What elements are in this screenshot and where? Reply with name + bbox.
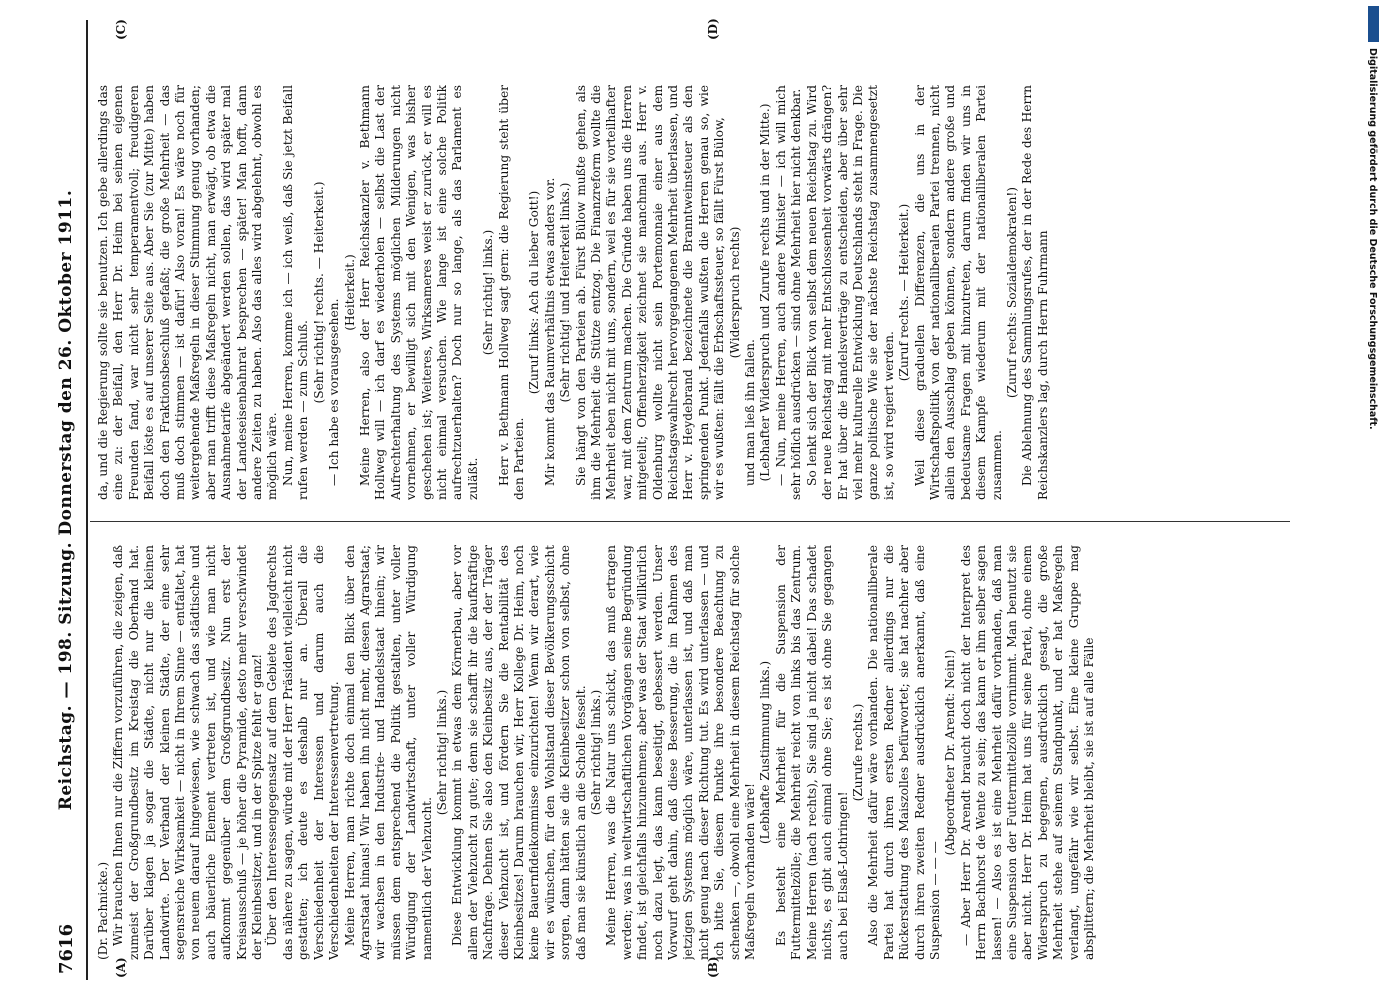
interjection: (Zuruf rechts. — Heiterkeit.) [897, 203, 912, 382]
paragraph: Diese Entwicklung kommt in etwas dem Körnerbau, aber vor allem der Viehzucht zu gute; denn sie schafft ihr die kaufkräftige Nachfrage. Dehnen Sie also den Kleinbesitz aus, der der Träger dieser Viehzucht ist, und fördern Sie die Rentabilität des Kleinbesitzes! Darum brauchen wir, Herr Kollege Dr. Heim, noch keine Bauernfideikommisse einzurichten! Wenn wir derart, wie wir es wünschen, für den Wohlstand dieser Bevölkerungsschicht sorgen, dann hätten sie die Kleinbesitzer schon von selbst, ohne daß man sie künstlich an die Scholle fesselt. [450, 545, 588, 960]
paragraph: Herr v. Bethmann Hollweg sagt gern: die Regierung steht über den Parteien. [496, 85, 526, 500]
page-number: 7616 [56, 923, 77, 974]
margin-mark-a: (A) [114, 957, 128, 978]
paragraph: da, und die Regierung sollte sie benutzen. Ich gebe allerdings das eine zu: der Beifall, den Herr Dr. Heim bei seinen eigenen Freunden fand, war nicht sehr temperamentvoll; freudigeren Beifall löste es auf unserer Seite aus. Aber Sie (zur Mitte) haben doch den Fraktionsbeschluß gefaßt; die große Mehrheit — das muß doch stimmen — ist dafür! Also voran! Es wäre noch für weitergehende Maßregeln in dieser Stimmung genug vorhanden; aber man trifft diese Maßregeln nicht, man erwägt, ob etwa die Ausnahmetarife abgeändert werden sollen, das wird später mal der Landeseisenbahnrat besprechen — später! Man hofft, dann andere Zeiten zu haben. Also das alles wird abgelehnt, obwohl es möglich wäre. [96, 85, 280, 500]
page-title: Reichstag. — 198. Sitzung. Donnerstag den 26. Oktober 1911. [56, 189, 76, 811]
interjection: (Abgeordneter Dr. Arendt: Nein!) [943, 649, 958, 856]
paragraph: Meine Herren, was die Natur uns schickt, das muß ertragen werden; was in weltwirtschaftlichen Vorgängen seine Begründung findet, ist gleichfalls hinzunehmen; aber was der Staat willkürlich noch dazu legt, das kann beseitigt, gebessert werden. Unser Vorwurf geht dahin, daß diese Besserung, die im Rahmen des jetzigen Systems möglich wäre, unterlassen ist, und daß man nicht genug nach dieser Richtung tut. Es wird unterlassen — und ich bitte Sie, diesem Punkte ihre besondere Beachtung zu schenken —, obwohl eine Mehrheit in diesem Reichstag für solche Maßregeln vorhanden wäre! [604, 545, 758, 960]
paragraph: So lenkt sich der Blick von selbst dem neuen Reichstag zu. Wird der neue Reichstag mit mehr Entschlossenheit vorwärts drängen? Er hat über die Handelsverträge zu entscheiden, aber über sehr viel mehr kulturelle Entwicklung Deutschlands steht in Frage. Die ganze politische Wie sie der nächste Reichstag zusammengesetzt ist, so wird regiert werden. [804, 85, 896, 500]
paragraph: — Nun, meine Herren, auch andere Minister — ich will mich sehr höflich ausdrücken — sind ohne Mehrheit hier nicht denkbar. [773, 85, 804, 500]
digitization-credit [1365, 48, 1381, 768]
margin-mark-d: (D) [706, 18, 720, 40]
header-rule [86, 20, 88, 980]
paragraph: Also die Mehrheit dafür wäre vorhanden. Die nationalliberale Partei hat durch ihren ersten Redner allerdings nur die Rückerstattung des Maiszolles befürwortet; sie hat nachher aber durch ihren zweiten Redner ausdrücklich anerkannt, daß eine Suspension — — — [866, 545, 942, 960]
interjection: (Zuruf rechts: Sozialdemokraten!) [1004, 186, 1019, 399]
paragraph: Wir brauchen Ihnen nur die Ziffern vorzuführen, die zeigen, daß zumeist der Großgrundbesitz im Kreistag die Oberhand hat. Darüber klagen ja sogar die Städte, nicht nur die kleinen Landwirte. Der Verband der kleinen Städte, der eine sehr segensreiche Wirksamkeit — nicht in Ihrem Sinne — entfaltet, hat von neuem darauf hingewiesen, wie schwach das städtische und auch bäuerliche Element vertreten ist, und wie man nicht aufkommt gegenüber dem Großgrundbesitz. Nun erst der Kreisausschuß — je höher die Pyramide, desto mehr verschwindet der Kleinbesitzer, und in der Spitze fehlt er ganz! [111, 545, 265, 960]
interjection: (Zuruf links: Ach du lieber Gott!) [527, 190, 542, 395]
interjection: (Sehr richtig! links.) [481, 229, 496, 356]
paragraph: Über den Interessengegensatz auf dem Gebiete des Jagdrechts das nähere zu sagen, würde mit der Herr Präsident vielleicht nicht gestatten; ich deute es deshalb nur an. Überall die Verschiedenheit der Interessen und darum auch die Verschiedenheiten der Interessenvertretung. [265, 545, 342, 960]
interjection: (Sehr richtig! und Heiterkeit links.) [558, 182, 573, 403]
paragraph: Meine Herren, man richte doch einmal den Blick über den Agrarstaat hinaus! Wir haben ihn nicht mehr, diesen Agrarstaat; wir wachsen in den Industrie- und Handelsstaat hinein; wir müssen dem entsprechend die Politik gestalten, unter voller Würdigung der Landwirtschaft, unter voller Würdigung namentlich der Viehzucht. [342, 545, 434, 960]
interjection: (Lebhafter Widerspruch und Zurufe rechts und in der Mitte.) [758, 103, 773, 482]
paragraph: und man ließ ihn fallen. [743, 339, 758, 486]
credit-text: Digitalisierung gefördert durch die Deutsche Forschungsgemeinschaft. [1367, 48, 1378, 430]
interjection: (Sehr richtig! links.) [434, 689, 449, 816]
paragraph: Nun, meine Herren, komme ich — ich weiß, daß Sie jetzt Beifall rufen werden — zum Schluß. [280, 85, 311, 500]
margin-mark-c: (C) [114, 19, 128, 40]
dfg-logo [1368, 6, 1379, 42]
paragraph: Weil diese graduellen Differenzen, die uns in der Wirtschaftspolitik von der nationalliberalen Partei trennen, nicht allein den Ausschlag geben können, sondern andere große und bedeutsame Fragen mit hinzutreten, darum finden wir uns in diesem Kampfe wiederum mit der nationalliberalen Partei zusammen. [912, 85, 1004, 500]
paragraph: Es besteht eine Mehrheit für die Suspension der Futtermittelzölle; die Mehrheit reicht von links bis das Zentrum. Meine Herren (nach rechts), Sie sind ja nicht dabei! Das schadet nichts, es gibt auch einmal ohne Sie; es ist ohne Sie gegangen auch bei Elsaß-Lothringen! [773, 545, 850, 960]
interjection: (Sehr richtig! rechts. — Heiterkeit.) [311, 181, 326, 404]
paragraph: — Aber Herr Dr. Arendt braucht doch nicht der Interpret des Herrn Bachhorst de Wente zu sein; das kann er ihm selber sagen lassen! — Also es ist eine Mehrheit dafür vorhanden, daß man eine Suspension der Futtermittelzölle vornimmt. Man benutzt sie aber nicht. Herr Dr. Heim hat uns für seine Partei, ohne einem Widerspruch zu begegnen, ausdrücklich gesagt, die große Mehrheit stehe auf seinem Standpunkt, und er hat Maßregeln verlangt, ungefähr wie wir selbst. Eine kleine Gruppe mag absplittern; die Mehrheit bleibt, sie ist auf alle Fälle [958, 545, 1096, 960]
interjection: (Widerspruch rechts) [727, 226, 742, 359]
paragraph: — Ich habe es vorausgesehen. [327, 298, 342, 486]
right-column [96, 85, 1286, 500]
column-divider [90, 521, 1290, 522]
left-column [96, 545, 1286, 960]
speaker-label: (Dr. Pachnicke.) [96, 861, 110, 960]
interjection: (Lebhafte Zustimmung links.) [758, 660, 773, 845]
paragraph: Sie hängt von den Parteien ab. Fürst Bülow mußte gehen, als ihm die Mehrheit die Stütze entzog. Die Finanzreform wollte die Mehrheit eben nicht mit uns, sondern, weil es für sie vorteilhafter war, mit dem Zentrum machen. Die Gründe haben uns die Herren mitgeteilt; Offenherzigkeit zeichnet sie manchmal aus. Herr v. Oldenburg wollte nicht sein Portemonnaie einer aus dem Reichstagswahlrecht hervorgegangenen Mehrheit überlassen, und Herr v. Heydebrand bezeichnete die Branntweinsteuer als den springenden Punkt. Jedenfalls wußten die Herren genau so, wie wir es wußten: fällt die Erbschaftssteuer, so fällt Fürst Bülow, [573, 85, 727, 500]
paragraph: Mir kommt das Raumverhältnis etwas anders vor. [542, 177, 557, 486]
interjection: (Zurufe rechts.) [850, 703, 865, 802]
paragraph: Die Ablehnung des Sammlungsrufes, der in der Rede des Herrn Reichskanzlers lag, durch Herrn Fuhrmann [1020, 85, 1050, 500]
running-header [48, 20, 88, 980]
interjection: (Heiterkeit.) [342, 254, 357, 331]
paragraph: Meine Herren, also der Herr Reichskanzler v. Bethmann Hollweg will — ich darf es wiederholen — selbst die Last der Aufrechterhaltung des Systems möglichen Milderungen nicht vornehmen, er bewilligt sich mit den Wenigen, was bisher geschehen ist; Weiteres, Wirksameres weist er zurück, er will es nicht einmal versuchen. Wie lange ist eine solche Politik aufrechtzuerhalten? Doch nur so lange, als das Parlament es zuläßt. [357, 85, 480, 500]
margin-mark-b: (B) [706, 956, 720, 978]
interjection: (Sehr richtig! links.) [589, 689, 603, 816]
rotated-page [40, 20, 1300, 980]
